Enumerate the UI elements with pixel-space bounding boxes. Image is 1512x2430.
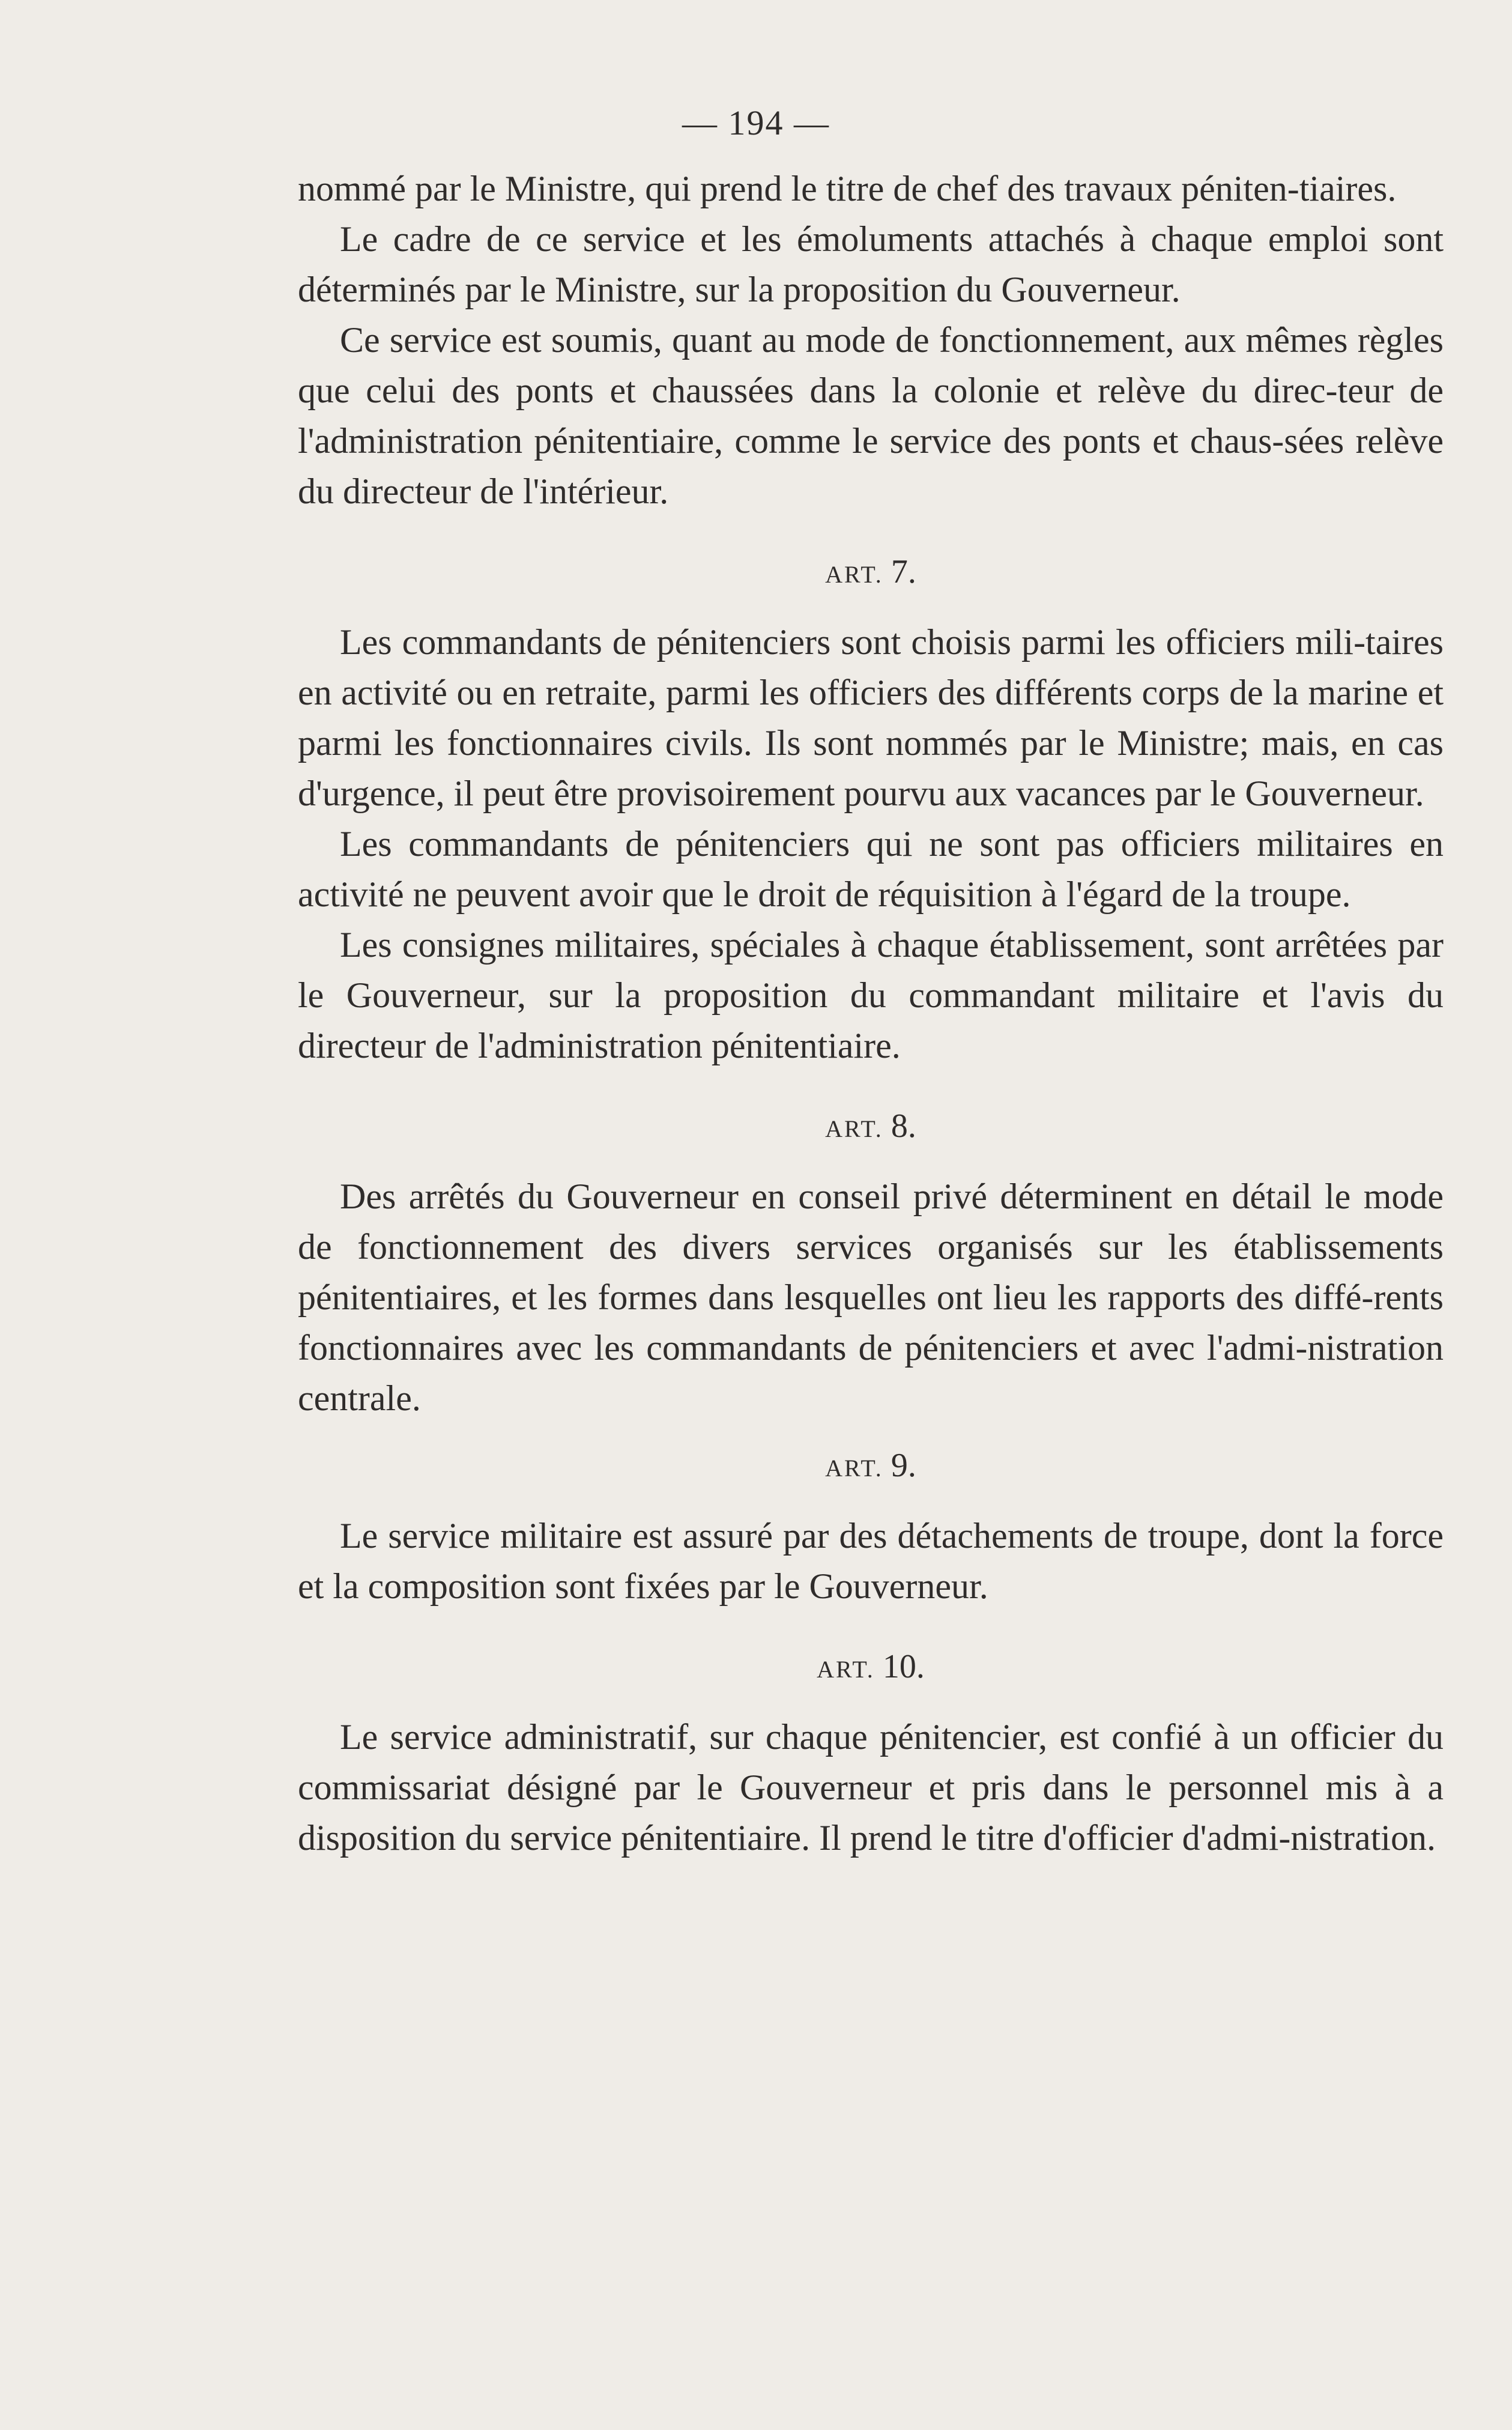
text-body [298, 163, 1444, 1863]
article-number: 9. [891, 1447, 916, 1484]
page-number: — 194 — [682, 103, 830, 142]
article-label: ART. [825, 1455, 883, 1482]
article-number: 10. [882, 1648, 925, 1685]
paragraph: Les commandants de pénitenciers qui ne sont pas officiers militaires en activité ne peuvent avoir que le droit de réquisition à l'égard de la troupe. [298, 824, 1444, 914]
article-heading-7 [298, 554, 1444, 593]
article-heading-10 [298, 1649, 1444, 1688]
article-number: 8. [891, 1107, 916, 1145]
paragraph: Le service militaire est assuré par des détachements de troupe, dont la force et la composition sont fixées par le Gouverneur. [298, 1516, 1444, 1606]
article-label: ART. [825, 561, 883, 588]
article-label: ART. [817, 1656, 875, 1683]
article-heading-9 [298, 1447, 1444, 1486]
paragraph: Ce service est soumis, quant au mode de fonctionnement, aux mêmes règles que celui des ponts et chaussées dans la colonie et relève du direc-teur de l'administration pénitentiaire, comme le service des ponts et chaus-sées relève du directeur de l'intérieur. [298, 320, 1444, 511]
paragraph: nommé par le Ministre, qui prend le titre de chef des travaux péniten-tiaires. [298, 169, 1397, 208]
paragraph: Le cadre de ce service et les émoluments attachés à chaque emploi sont déterminés par le Ministre, sur la proposition du Gouverneur. [298, 219, 1444, 309]
paragraph: Des arrêtés du Gouverneur en conseil privé déterminent en détail le mode de fonctionnement des divers services organisés sur les établissements pénitentiaires, et les formes dans lesquelles ont lieu les rapports des diffé-rents fonctionnaires avec les commandants de pénitenciers et avec l'admi-nistration centrale. [298, 1177, 1444, 1418]
article-label: ART. [825, 1115, 883, 1142]
paragraph: Les consignes militaires, spéciales à chaque établissement, sont arrêtées par le Gouverneur, sur la proposition du commandant militaire et l'avis du directeur de l'administration pénitentiaire. [298, 925, 1444, 1065]
paragraph: Les commandants de pénitenciers sont choisis parmi les officiers mili-taires en activité ou en retraite, parmi les officiers des différents corps de la marine et parmi les fonctionnaires civils. Ils sont nommés par le Ministre; mais, en cas d'urgence, il peut être provisoirement pourvu aux vacances par le Gouverneur. [298, 622, 1444, 813]
article-heading-8 [298, 1108, 1444, 1147]
article-number: 7. [891, 553, 916, 590]
paragraph: Le service administratif, sur chaque pénitencier, est confié à un officier du commissariat désigné par le Gouverneur et pris dans le personnel mis à a disposition du service pénitentiaire. Il prend le titre d'officier d'admi-nistration. [298, 1717, 1444, 1858]
